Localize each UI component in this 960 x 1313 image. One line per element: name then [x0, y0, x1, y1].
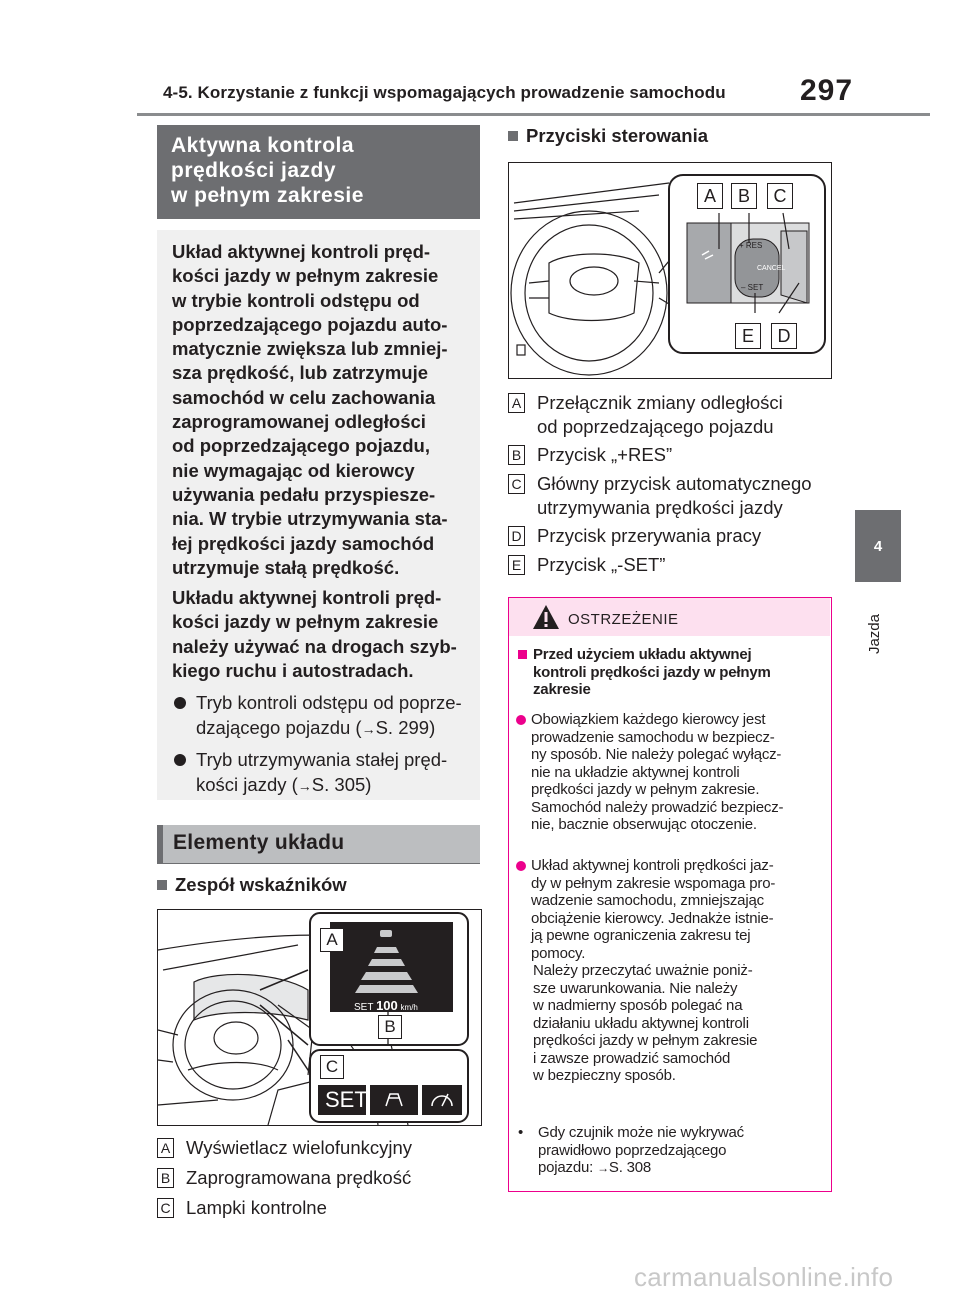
bullet-icon — [516, 861, 526, 871]
buttons-heading: Przyciski sterowania — [508, 125, 708, 147]
buttons-legend — [508, 391, 838, 577]
legend-item: A Przełącznik zmiany odległości od poprzedzającego pojazdu — [508, 391, 838, 439]
warning-title: OSTRZEŻENIE — [568, 611, 679, 628]
elements-section-title: Elementy układu — [157, 825, 480, 863]
bullet-icon — [174, 754, 186, 766]
legend-item: D Przycisk przerywania pracy — [508, 524, 838, 548]
page-reference-link[interactable]: S. 308 — [608, 1159, 652, 1176]
cluster-legend — [157, 1136, 412, 1220]
cancel-button-label: CANCEL — [757, 265, 786, 272]
header-divider — [137, 113, 930, 116]
callout-b: B — [378, 1015, 402, 1039]
chapter-tab — [855, 510, 901, 582]
chapter-name: Jazda — [866, 614, 883, 655]
bullet-icon: • — [518, 1124, 524, 1141]
arrow-icon: → — [361, 720, 376, 737]
set-speed-readout: SET 100 km/h — [354, 998, 418, 1013]
elements-divider — [157, 863, 480, 864]
bullet-icon — [174, 697, 186, 709]
callout-e: E — [735, 323, 761, 349]
legend-item: A Wyświetlacz wielofunkcyjny — [157, 1136, 412, 1160]
usage-paragraph: Układu aktywnej kontroli pręd- kości jazdy w pełnym zakresie należy używać na drogach szyb- kiego ruchu i autostradach. — [172, 587, 457, 681]
mode-list-item: Tryb kontroli odstępu od poprze- dzającego pojazdu (→S. 299) — [172, 691, 472, 741]
callout-b: B — [731, 183, 757, 209]
callout-a: A — [320, 928, 344, 952]
legend-item: E Przycisk „-SET” — [508, 553, 838, 577]
watermark: carmanualsonline.info — [634, 1262, 894, 1292]
set-button-label: – SET — [741, 283, 764, 292]
steering-buttons-figure — [508, 162, 832, 379]
legend-item: C Lampki kontrolne — [157, 1196, 412, 1220]
cluster-heading: Zespół wskaźników — [157, 874, 347, 896]
callout-a: A — [697, 183, 723, 209]
legend-item: C Główny przycisk automatycznego utrzymywania prędkości jazdy — [508, 472, 838, 520]
mode-list-item: Tryb utrzymywania stałej pręd- kości jazdy (→S. 305) — [172, 748, 472, 798]
callout-d: D — [771, 323, 797, 349]
section-title: Aktywna kontrola prędkości jazdy w pełnym zakresie — [157, 125, 480, 219]
chapter-number: 4 — [873, 537, 883, 555]
callout-c: C — [320, 1055, 344, 1079]
bullet-icon — [516, 715, 526, 725]
square-bullet-icon — [518, 650, 527, 659]
arrow-icon: → — [297, 777, 312, 794]
page-number: 297 — [800, 74, 854, 107]
set-indicator: SET — [325, 1087, 368, 1112]
page-reference-link[interactable]: S. 305) — [311, 773, 372, 795]
warning-item: Obowiązkiem każdego kierowcy jest prowadzenie samochodu w bezpiecz- ny sposób. Nie należy polegać wyłącz- nie na układzie aktywnej kontroli prędkości jazdy w pełnym zakresie. Samochód należy prowadzić bezpiecz- nie, bacznie obserwując otoczenie. — [516, 711, 826, 834]
page-reference-link[interactable]: S. 299) — [375, 716, 436, 738]
warning-heading: Przed użyciem układu aktywnej kontroli prędkości jazdy w pełnym zakresie — [518, 646, 823, 699]
legend-item: B Zaprogramowana prędkość — [157, 1166, 412, 1190]
warning-item: Układ aktywnej kontroli prędkości jaz- dy w pełnym zakresie wspomaga pro- wadzenie samochodu, zmniejszając obciążenie kierowcy. Jednakże istnie- ją pewne ograniczenia zakresu tej pomocy. Należy przeczytać uważnie poniż- sze uwarunkowania. Nie należy w nadmierny sposób polegać na działaniu układu aktywnej kontroli prędkości jazdy w pełnym zakresie i zawsze prowadzić samochód w bezpieczny sposób. — [516, 857, 826, 1085]
arrow-icon: → — [597, 1161, 609, 1175]
warning-note: • Gdy czujnik może nie wykrywać prawidłowo poprzedzającego pojazdu: →S. 308 — [518, 1124, 744, 1176]
instrument-cluster-figure — [157, 909, 482, 1126]
warning-triangle-icon — [532, 604, 560, 630]
running-header: 4-5. Korzystanie z funkcji wspomagających prowadzenie samochodu — [163, 83, 726, 102]
res-button-label: + RES — [739, 241, 763, 250]
square-bullet-icon — [157, 880, 167, 890]
intro-paragraph: Układ aktywnej kontroli pręd- kości jazdy w pełnym zakresie w trybie kontroli odstępu od poprzedzającego pojazdu auto- matycznie zwiększa lub zmniej- sza prędkość, lub zatrzymuje samochód w celu zachowania zaprogramowanej odległości od poprzedzającego pojazdu, nie wymagając od kierowcy używania pedału przyspiesze- nia. W trybie utrzymywania sta- łej prędkości jazdy samochód utrzymuje stałą prędkość. — [172, 241, 448, 578]
callout-c: C — [767, 183, 793, 209]
square-bullet-icon — [508, 131, 518, 141]
legend-item: B Przycisk „+RES” — [508, 443, 838, 467]
